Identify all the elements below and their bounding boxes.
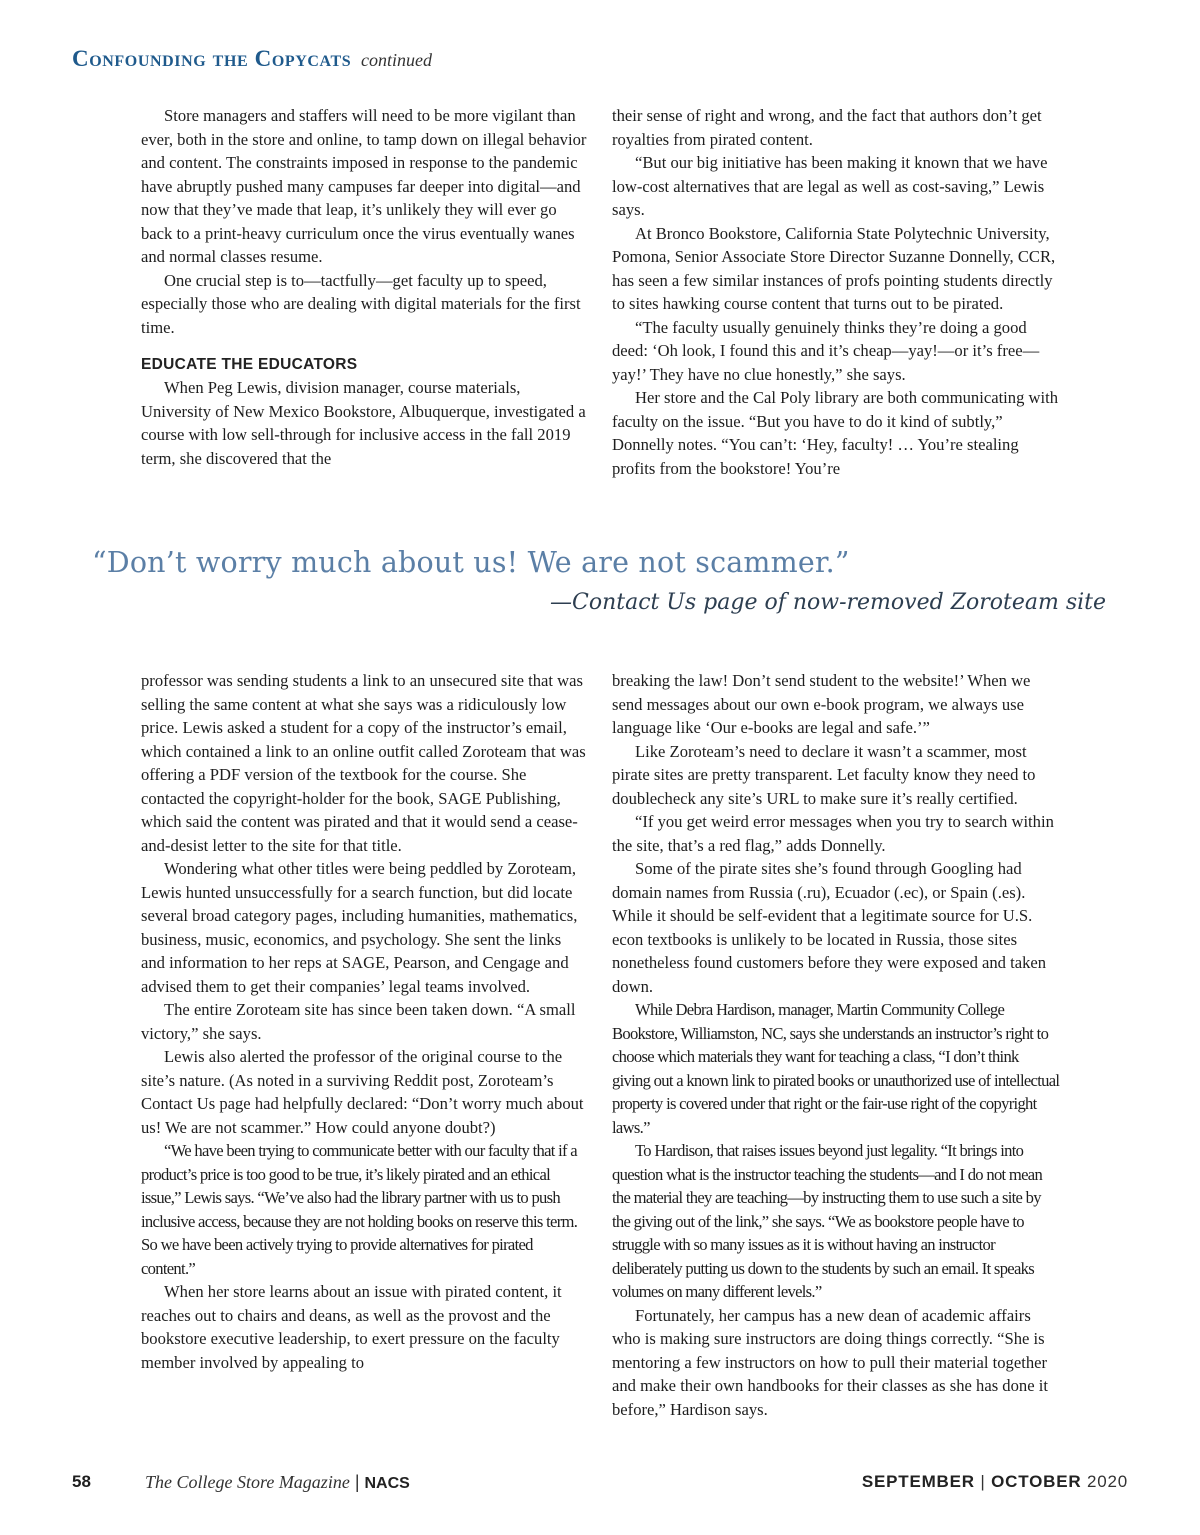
paragraph: Some of the pirate sites she’s found through Googling had domain names from Russia (.ru), Ecuador (.ec), or Spain (.es). While it should be self-evident that a legitimate source for U.S. econ textbooks is unlikely to be located in Russia, those sites nonetheless found customers before they were exposed and taken down. bbox=[612, 859, 1047, 996]
article-title: Confounding the Copycats bbox=[72, 46, 352, 71]
paragraph: Like Zoroteam’s need to declare it wasn’t a scammer, most pirate sites are pretty transparent. Let faculty know they need to doublecheck any site’s URL to make sure it’s really certified. bbox=[612, 741, 1036, 808]
issue-year: 2020 bbox=[1086, 1472, 1128, 1491]
continued-label: continued bbox=[361, 50, 433, 70]
paragraph: “But our big initiative has been making it known that we have low-cost alternatives that are legal as well as cost-saving,” Lewis says. bbox=[612, 153, 1048, 219]
paragraph: Her store and the Cal Poly library are both communicating with faculty on the issue. “But you have to do it kind of subtly,” Donnelly notes. “You can’t: ‘Hey, faculty! … You’re stealing profits from the bookstore! You’re bbox=[612, 388, 1059, 478]
pullquote-attribution: —Contact Us page of now-removed Zoroteam site bbox=[549, 590, 1106, 615]
running-head bbox=[72, 44, 432, 75]
paragraph: Wondering what other titles were being peddled by Zoroteam, Lewis hunted unsuccessfully for a search function, but did locate several broad category pages, including humanities, mathematics, business, music, economics, and psychology. She sent the links and information to her reps at SAGE, Pearson, and Cengage and advised them to get their companies’ legal teams involved. bbox=[141, 859, 578, 996]
pullquote: “Don’t worry much about us! We are not scammer.” bbox=[92, 546, 850, 579]
paragraph: their sense of right and wrong, and the fact that authors don’t get royalties from pirated content. bbox=[612, 106, 1042, 149]
magazine-name: The College Store Magazine bbox=[145, 1472, 350, 1492]
issue-date bbox=[862, 1467, 1128, 1497]
paragraph: When her store learns about an issue with pirated content, it reaches out to chairs and deans, as well as the provost and the bookstore executive leadership, to exert pressure on the faculty member involved by appealing to bbox=[141, 1282, 562, 1372]
paragraph: The entire Zoroteam site has since been taken down. “A small victory,” she says. bbox=[141, 1000, 576, 1043]
paragraph: professor was sending students a link to an unsecured site that was selling the same content at what she says was a ridiculously low price. Lewis asked a student for a copy of the instructor’s email, which contained a link to an online outfit called Zoroteam that was offering a PDF version of the textbook for the course. She contacted the copyright-holder for the book, SAGE Publishing, which said the content was pirated and that it would send a cease-and-desist letter to the site for that title. bbox=[141, 671, 586, 855]
paragraph: At Bronco Bookstore, California State Polytechnic University, Pomona, Senior Associate Store Director Suzanne Donnelly, CCR, has seen a few similar instances of profs pointing students directly to sites hawking course content that turns out to be pirated. bbox=[612, 223, 1056, 313]
paragraph: One crucial step is to—tactfully—get faculty up to speed, especially those who are dealing with digital materials for the first time. bbox=[141, 270, 581, 337]
page-number: 58 bbox=[72, 1472, 91, 1491]
column-top-left bbox=[141, 104, 589, 470]
paragraph: When Peg Lewis, division manager, course materials, University of New Mexico Bookstore, Albuquerque, investigated a course with low sell-through for inclusive access in the fall 2019 term, she discovered that the bbox=[141, 378, 586, 468]
magazine-credit bbox=[145, 1467, 410, 1499]
subheading: EDUCATE THE EDUCATORS bbox=[141, 356, 358, 373]
footer-separator: | bbox=[354, 1472, 360, 1492]
issue-month-first: SEPTEMBER bbox=[861, 1472, 975, 1491]
paragraph: Lewis also alerted the professor of the original course to the site’s nature. (As noted in a surviving Reddit post, Zoroteam’s Contact Us page had helpfully declared: “Don’t worry much about us! We are not scammer.” How could anyone doubt?) bbox=[141, 1047, 584, 1137]
column-bottom-right bbox=[612, 669, 1060, 1421]
organization-name: NACS bbox=[364, 1475, 410, 1492]
issue-separator: | bbox=[980, 1472, 986, 1491]
paragraph: Fortunately, her campus has a new dean of academic affairs who is making sure instructors are doing things correctly. “She is mentoring a few instructors on how to pull their material together and make their own handbooks for their classes as she has done it before,” Hardison says. bbox=[612, 1305, 1048, 1419]
paragraph: Store managers and staffers will need to be more vigilant than ever, both in the store and online, to tamp down on illegal behavior and content. The constraints imposed in response to the pandemic have abruptly pushed many campuses far deeper into digital—and now that they’ve made that leap, it’s unlikely they will ever go back to a print-heavy curriculum once the virus eventually wanes and normal classes resume. bbox=[141, 106, 587, 266]
paragraph: breaking the law! Don’t send student to the website!’ When we send messages about our own e-book program, we always use language like ‘Our e-books are legal and safe.’” bbox=[612, 671, 1031, 737]
page-footer bbox=[0, 1467, 1200, 1497]
issue-month-second: OCTOBER bbox=[991, 1472, 1082, 1491]
paragraph: “If you get weird error messages when you try to search within the site, that’s a red flag,” adds Donnelly. bbox=[612, 812, 1054, 855]
column-top-right bbox=[612, 104, 1060, 480]
paragraph: “We have been trying to communicate better with our faculty that if a product’s price is too good to be true, it’s likely pirated and an ethical issue,” Lewis says. “We’ve also had the library partner with us to push inclusive access, because they are not holding books on reserve this term. So we have been actively trying to provide alternatives for pirated content.” bbox=[141, 1141, 578, 1278]
paragraph: To Hardison, that raises issues beyond just legality. “It brings into question what is the instructor teaching the students—and I do not mean the material they are teaching—by instructing them to use such a site by the giving out of the link,” she says. “We as bookstore people have to struggle with so many issues as it is without having an instructor deliberately putting us down to the students by such an email. It speaks volumes on many different levels.” bbox=[612, 1141, 1043, 1301]
column-bottom-left bbox=[141, 669, 589, 1374]
paragraph: While Debra Hardison, manager, Martin Community College Bookstore, Williamston, NC, says she understands an instructor’s right to choose which materials they want for teaching a class, “I don’t think giving out a known link to pirated books or unauthorized use of intellectual property is covered under that right or the fair-use right of the copyright laws.” bbox=[612, 1000, 1060, 1137]
paragraph: “The faculty usually genuinely thinks they’re doing a good deed: ‘Oh look, I found this and it’s cheap—yay!—or it’s free—yay!’ They have no clue honestly,” she says. bbox=[612, 317, 1040, 384]
